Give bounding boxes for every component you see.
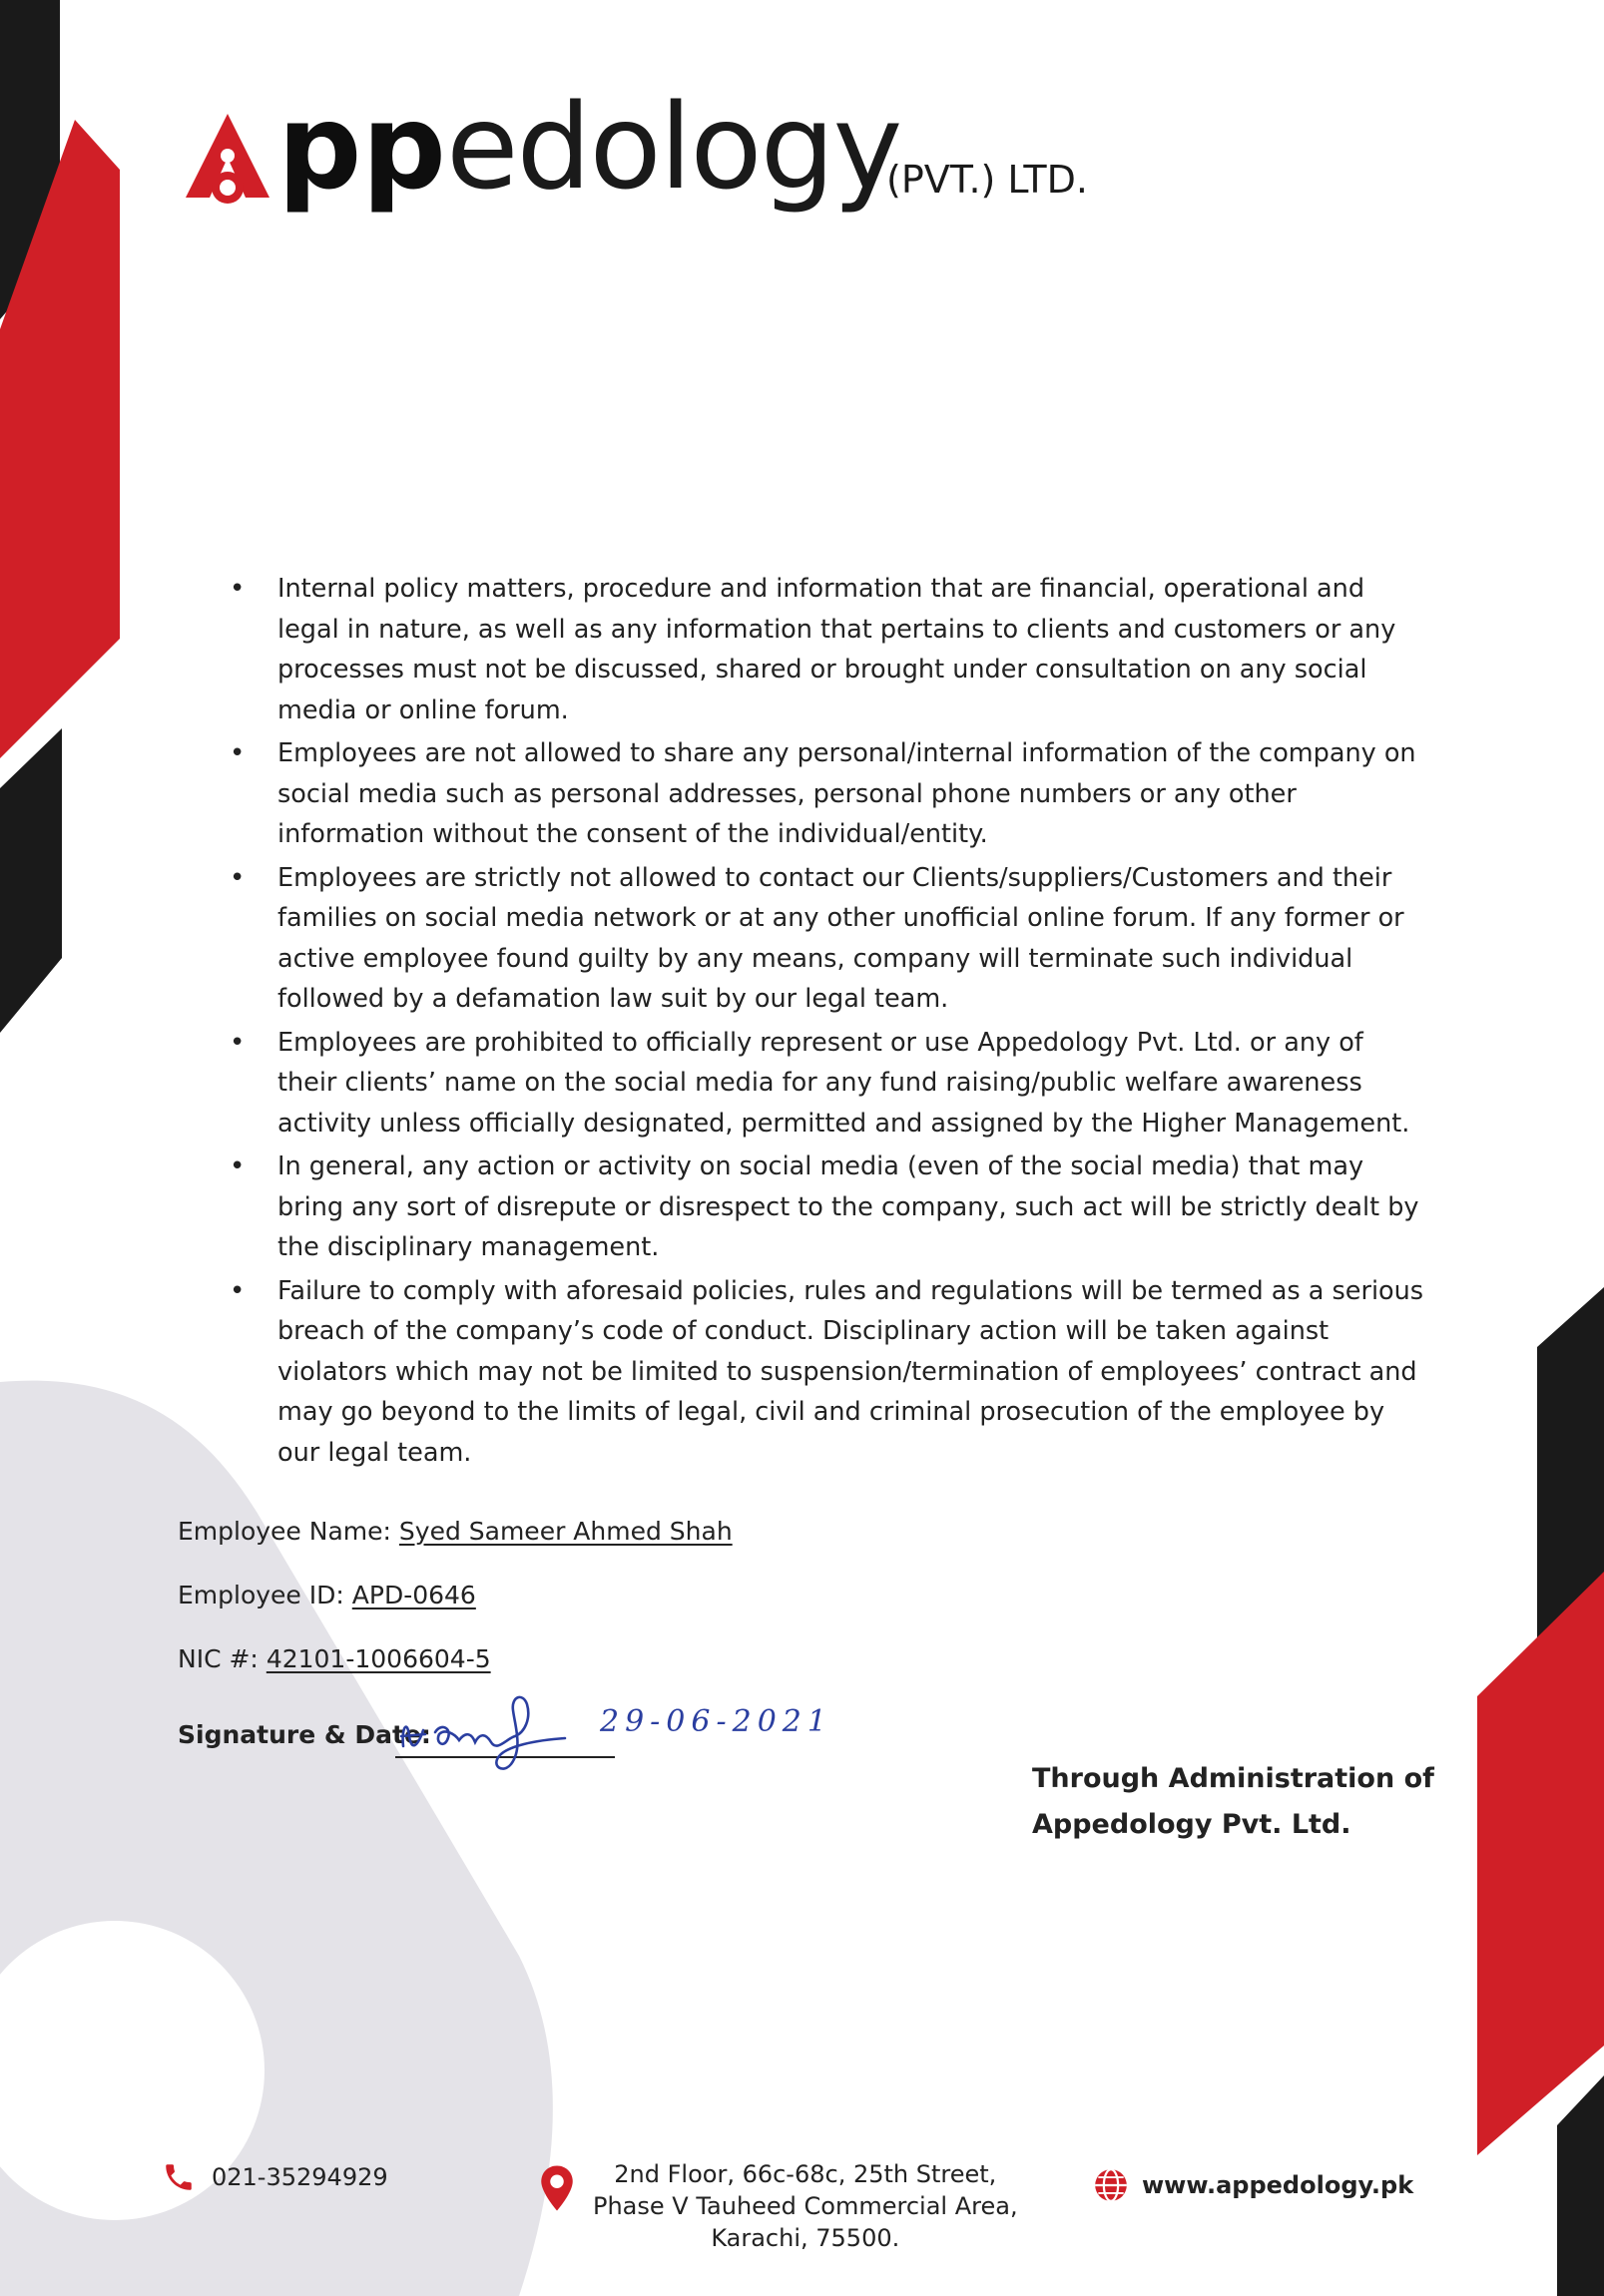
through-line-2: Appedology Pvt. Ltd. xyxy=(1032,1809,1351,1840)
employee-name-value: Syed Sameer Ahmed Shah xyxy=(398,1517,733,1546)
right-black-stripe-bottom xyxy=(1557,2075,1604,2296)
policy-text: Employees are strictly not allowed to contact our Clients/suppliers/Customers and their families on social media network or at any other unofficial online forum. If any former or active employee found guilty by any means, company will terminate such individual followed by a defamation law suit by our legal team. xyxy=(277,862,1404,1014)
logo-a-mark-icon xyxy=(178,106,277,216)
footer-address xyxy=(539,2158,1018,2254)
list-item xyxy=(230,858,1427,1020)
through-line-1: Through Administration of xyxy=(1032,1763,1434,1794)
address-line-3: Karachi, 75500. xyxy=(711,2224,900,2252)
policy-text: Internal policy matters, procedure and information that are financial, operational and legal in nature, as well as any information that pertains to clients and customers or any processes must not be discussed, shared or brought under consultation on any social media or online forum. xyxy=(277,574,1396,725)
logo-suffix: (PVT.) LTD. xyxy=(886,158,1088,202)
phone-icon xyxy=(162,2160,196,2194)
address-text xyxy=(593,2158,1018,2254)
globe-icon xyxy=(1092,2166,1130,2204)
signature-label: Signature & Date: xyxy=(178,1720,431,1749)
policy-text: Employees are prohibited to officially represent or use Appedology Pvt. Ltd. or any of their clients’ name on the social media for any fund raising/public welfare awareness activity unless officially designated, permitted and assigned by the Higher Management. xyxy=(277,1027,1410,1139)
policy-text: In general, any action or activity on social media (even of the social media) that may bring any sort of disrepute or disrespect to the company, such act will be strictly dealt by the disciplinary management. xyxy=(277,1151,1419,1262)
signature-date: 29-06-2021 xyxy=(600,1704,832,1739)
list-item xyxy=(230,1023,1427,1145)
employee-id-row xyxy=(178,1581,476,1609)
bullet-icon: • xyxy=(230,1151,246,1181)
address-line-2: Phase V Tauheed Commercial Area, xyxy=(593,2192,1018,2220)
footer-phone xyxy=(162,2160,388,2194)
employee-id-value: APD-0646 xyxy=(351,1581,476,1609)
policy-text: Employees are not allowed to share any personal/internal information of the company on social media such as personal addresses, personal phone numbers or any other information without the consent of the individual/entity. xyxy=(277,738,1416,849)
nic-label: NIC #: xyxy=(178,1644,259,1673)
left-black-stripe-bottom xyxy=(0,728,62,1033)
bullet-icon: • xyxy=(230,1027,246,1058)
through-administration xyxy=(1032,1756,1434,1848)
policy-text: Failure to comply with aforesaid policies, rules and regulations will be termed as a serious breach of the company’s code of conduct. Disciplinary action will be taken against violators which may not be limited to suspension/termination of employees’ contract and may go beyond to the limits of legal, civil and criminal prosecution of the employee by our legal team. xyxy=(277,1275,1424,1468)
logo-wordmark: ppedology xyxy=(277,78,901,216)
right-red-stripe xyxy=(1477,1572,1604,2155)
list-item xyxy=(230,569,1427,730)
handwritten-signature xyxy=(395,1688,615,1778)
website-link[interactable]: www.appedology.pk xyxy=(1142,2171,1414,2199)
footer-website xyxy=(1092,2166,1413,2204)
employee-id-label: Employee ID: xyxy=(178,1581,344,1609)
signature-row xyxy=(178,1704,856,1780)
nic-value: 42101-1006604-5 xyxy=(266,1644,491,1673)
location-pin-icon xyxy=(539,2164,575,2212)
bullet-icon: • xyxy=(230,738,246,768)
employee-name-row xyxy=(178,1517,733,1546)
list-item xyxy=(230,733,1427,855)
bullet-icon: • xyxy=(230,574,246,604)
bullet-icon: • xyxy=(230,1275,246,1306)
nic-row xyxy=(178,1644,491,1673)
address-line-1: 2nd Floor, 66c-68c, 25th Street, xyxy=(614,2160,997,2188)
phone-number: 021-35294929 xyxy=(212,2163,388,2191)
bullet-icon: • xyxy=(230,862,246,893)
list-item xyxy=(230,1271,1427,1474)
policy-list xyxy=(230,569,1427,1476)
list-item xyxy=(230,1147,1427,1268)
employee-name-label: Employee Name: xyxy=(178,1517,391,1546)
